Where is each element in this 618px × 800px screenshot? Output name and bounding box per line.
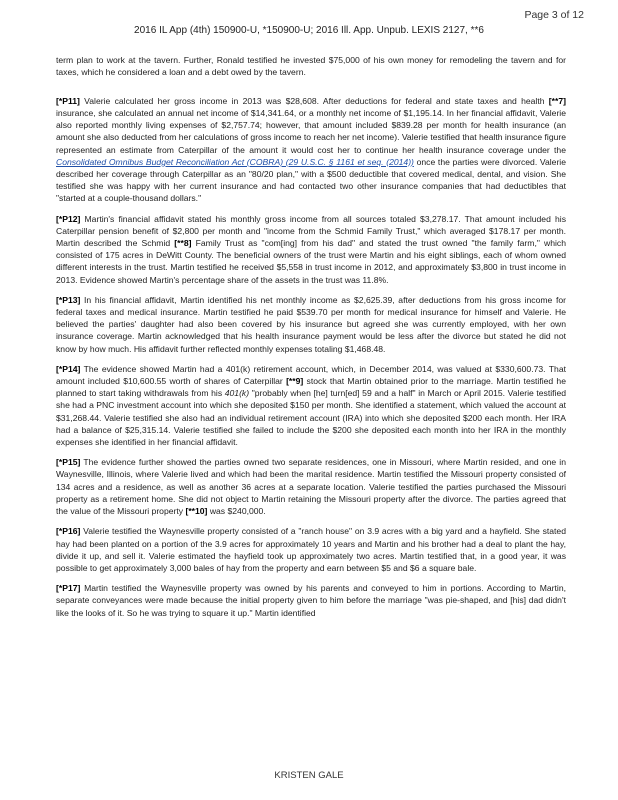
paragraph-marker: [*P12] (56, 213, 81, 224)
paragraph-marker: [**8] (174, 238, 192, 249)
statute-citation-link[interactable]: Consolidated Omnibus Budget Reconciliation Act (COBRA) (29 U.S.C. § 1161 et seq. (2014)) (56, 156, 414, 167)
paragraph-text: Family Trust as "com[ing] from his dad" and stated the trust owned "the family farm," which consisted of 175 acres in DeWitt County. The beneficial owners of the trust were Martin and his eight siblings, each of whom owned different interests in the trust. Martin testified he received $5,558 in trust income in 2012, and approximately $3,800 in trust income in 2013. Evidence showed Martin's percentage share of the assets in the trust was 11.8%. (56, 238, 567, 285)
page-footer: KRISTEN GALE (274, 770, 344, 781)
opinion-paragraph (56, 54, 566, 78)
paragraph-text: term plan to work at the tavern. Further, Ronald testified he invested $75,000 of his own money for remodeling the tavern and for taxes, which he considered a loan and a debt owed by the tavern. (56, 55, 566, 78)
opinion-paragraph (56, 582, 566, 619)
opinion-body (56, 54, 566, 627)
paragraph-text: "probably when [he] turn[ed] 59 and a half" in March or April 2015. Valerie testified she had a PNC investment account into which she deposited $150 per month. She identified a statement, which valued the account at $31,268.44. Valerie testified she also had an individual retirement account (IRA) into which she deposited $200 each month. Her IRA had a balance of $25,315.14. Valerie testified she failed to include the $200 she deposited each month into her IRA in the monthly expenses she identified in her financial affidavit. (56, 388, 566, 448)
paragraph-text: In his financial affidavit, Martin identified his net monthly income as $2,625.39, after deductions from his gross income for federal taxes and medical insurance. Martin testified he paid $539.70 per month for medical insurance for himself and Valerie. He believed the parties' daughter had also been covered by his insurance but agreed she was currently employed, with her own insurance coverage. Martin acknowledged that his health insurance payment would be less after the divorce but stated he did not know by how much. His affidavit further reflected monthly expenses totaling $1,468.48. (56, 294, 566, 354)
paragraph-text: stock that Martin obtained prior to the marriage. Martin testified he planned to start taking withdrawals from his (56, 376, 566, 399)
opinion-paragraph (56, 95, 566, 205)
paragraph-marker: [**10] (185, 506, 208, 517)
paragraph-text: Valerie testified the Waynesville property consisted of a "ranch house" on 3.9 acres with a big yard and a hayfield. She stated hay had been planted on a portion of the 3.9 acres for approximately 10 years and Martin and his brother had a deal to plant the hay, divide it up, and sell it. Valerie estimated the hayfield took up approximately two acres. Martin testified that, in a good year, it was possible to get approximately 3,000 bales of hay from the property and earn between $5 and $6 a square bale. (56, 526, 566, 573)
opinion-paragraph (56, 525, 566, 574)
paragraph-text: insurance, she calculated an annual net income of $14,341.64, or a monthly net income of $1,195.14. In her financial affidavit, Valerie also reported monthly living expenses of $2,757.74; however, that amount included $839.28 per month for health insurance (an amount she also deducted from her calculations of gross income to reach her net income). Valerie testified that health insurance figure represented an estimate from Caterpillar of the amount it would cost her to continue her health insurance coverage under the (56, 108, 567, 155)
emphasized-text: 401(k) (224, 388, 250, 399)
paragraph-marker: [*P14] (56, 363, 81, 374)
opinion-paragraph (56, 363, 566, 448)
page-number: Page 3 of 12 (524, 9, 584, 21)
paragraph-text: Martin's financial affidavit stated his monthly gross income from all sources totaled $3,278.17. That amount included his Caterpillar pension benefit of $2,800 per month and "income from the Schmid Family Trust," which averaged $178.17 per month. Martin described the Schmid (56, 213, 566, 249)
paragraph-marker: [*P16] (56, 526, 81, 537)
paragraph-text: was $240,000. (207, 506, 266, 517)
paragraph-text: Valerie calculated her gross income in 2013 was $28,608. After deductions for federal and state taxes and health (79, 95, 549, 106)
paragraph-marker: [*P15] (56, 457, 81, 468)
paragraph-text: The evidence showed Martin had a 401(k) retirement account, which, in December 2014, was valued at $330,600.73. That amount included $10,600.55 worth of shares of Caterpillar (56, 363, 566, 387)
paragraph-text: Martin testified the Waynesville property was owned by his parents and conveyed to him in portions. According to Martin, separate conveyances were made because the initial property given to him before the marriage "was pie-shaped, and [his] dad didn't like the looks of it. So he was trying to square it up." Martin identified (56, 583, 566, 618)
paragraph-marker: [*P11] (56, 95, 80, 106)
paragraph-marker: [**9] (286, 376, 304, 387)
paragraph-marker: [*P17] (56, 583, 81, 594)
opinion-paragraph (56, 294, 566, 355)
paragraph-marker: [**7] (548, 95, 566, 106)
opinion-paragraph (56, 456, 566, 517)
paragraph-text: The evidence further showed the parties owned two separate residences, one in Missouri, where Martin resided, and one in Waynesville, Illinois, where Valerie lived and which had been the marital residence. Martin testified the Missouri property consisted of 134 acres and a residence, as well as another 36 acres at a separate location. Valerie testified the parties purchased the Missouri property as a retirement home. She did not object to Martin retaining the Missouri property after the divorce. The parties agreed that the value of the Missouri property (56, 457, 566, 517)
opinion-paragraph (56, 213, 566, 286)
paragraph-text: once the parties were divorced. Valerie described her coverage through Caterpillar as an "80/20 plan," with a $500 deductible that covered medical, dental, and vision. She testified she was happy with her current insurance and had contacted two other insurance companies that had deductibles that "started at a couple-thousand dollars." (56, 156, 566, 204)
paragraph-marker: [*P13] (56, 294, 81, 305)
case-citation-header: 2016 IL App (4th) 150900-U, *150900-U; 2016 Ill. App. Unpub. LEXIS 2127, **6 (134, 25, 484, 36)
